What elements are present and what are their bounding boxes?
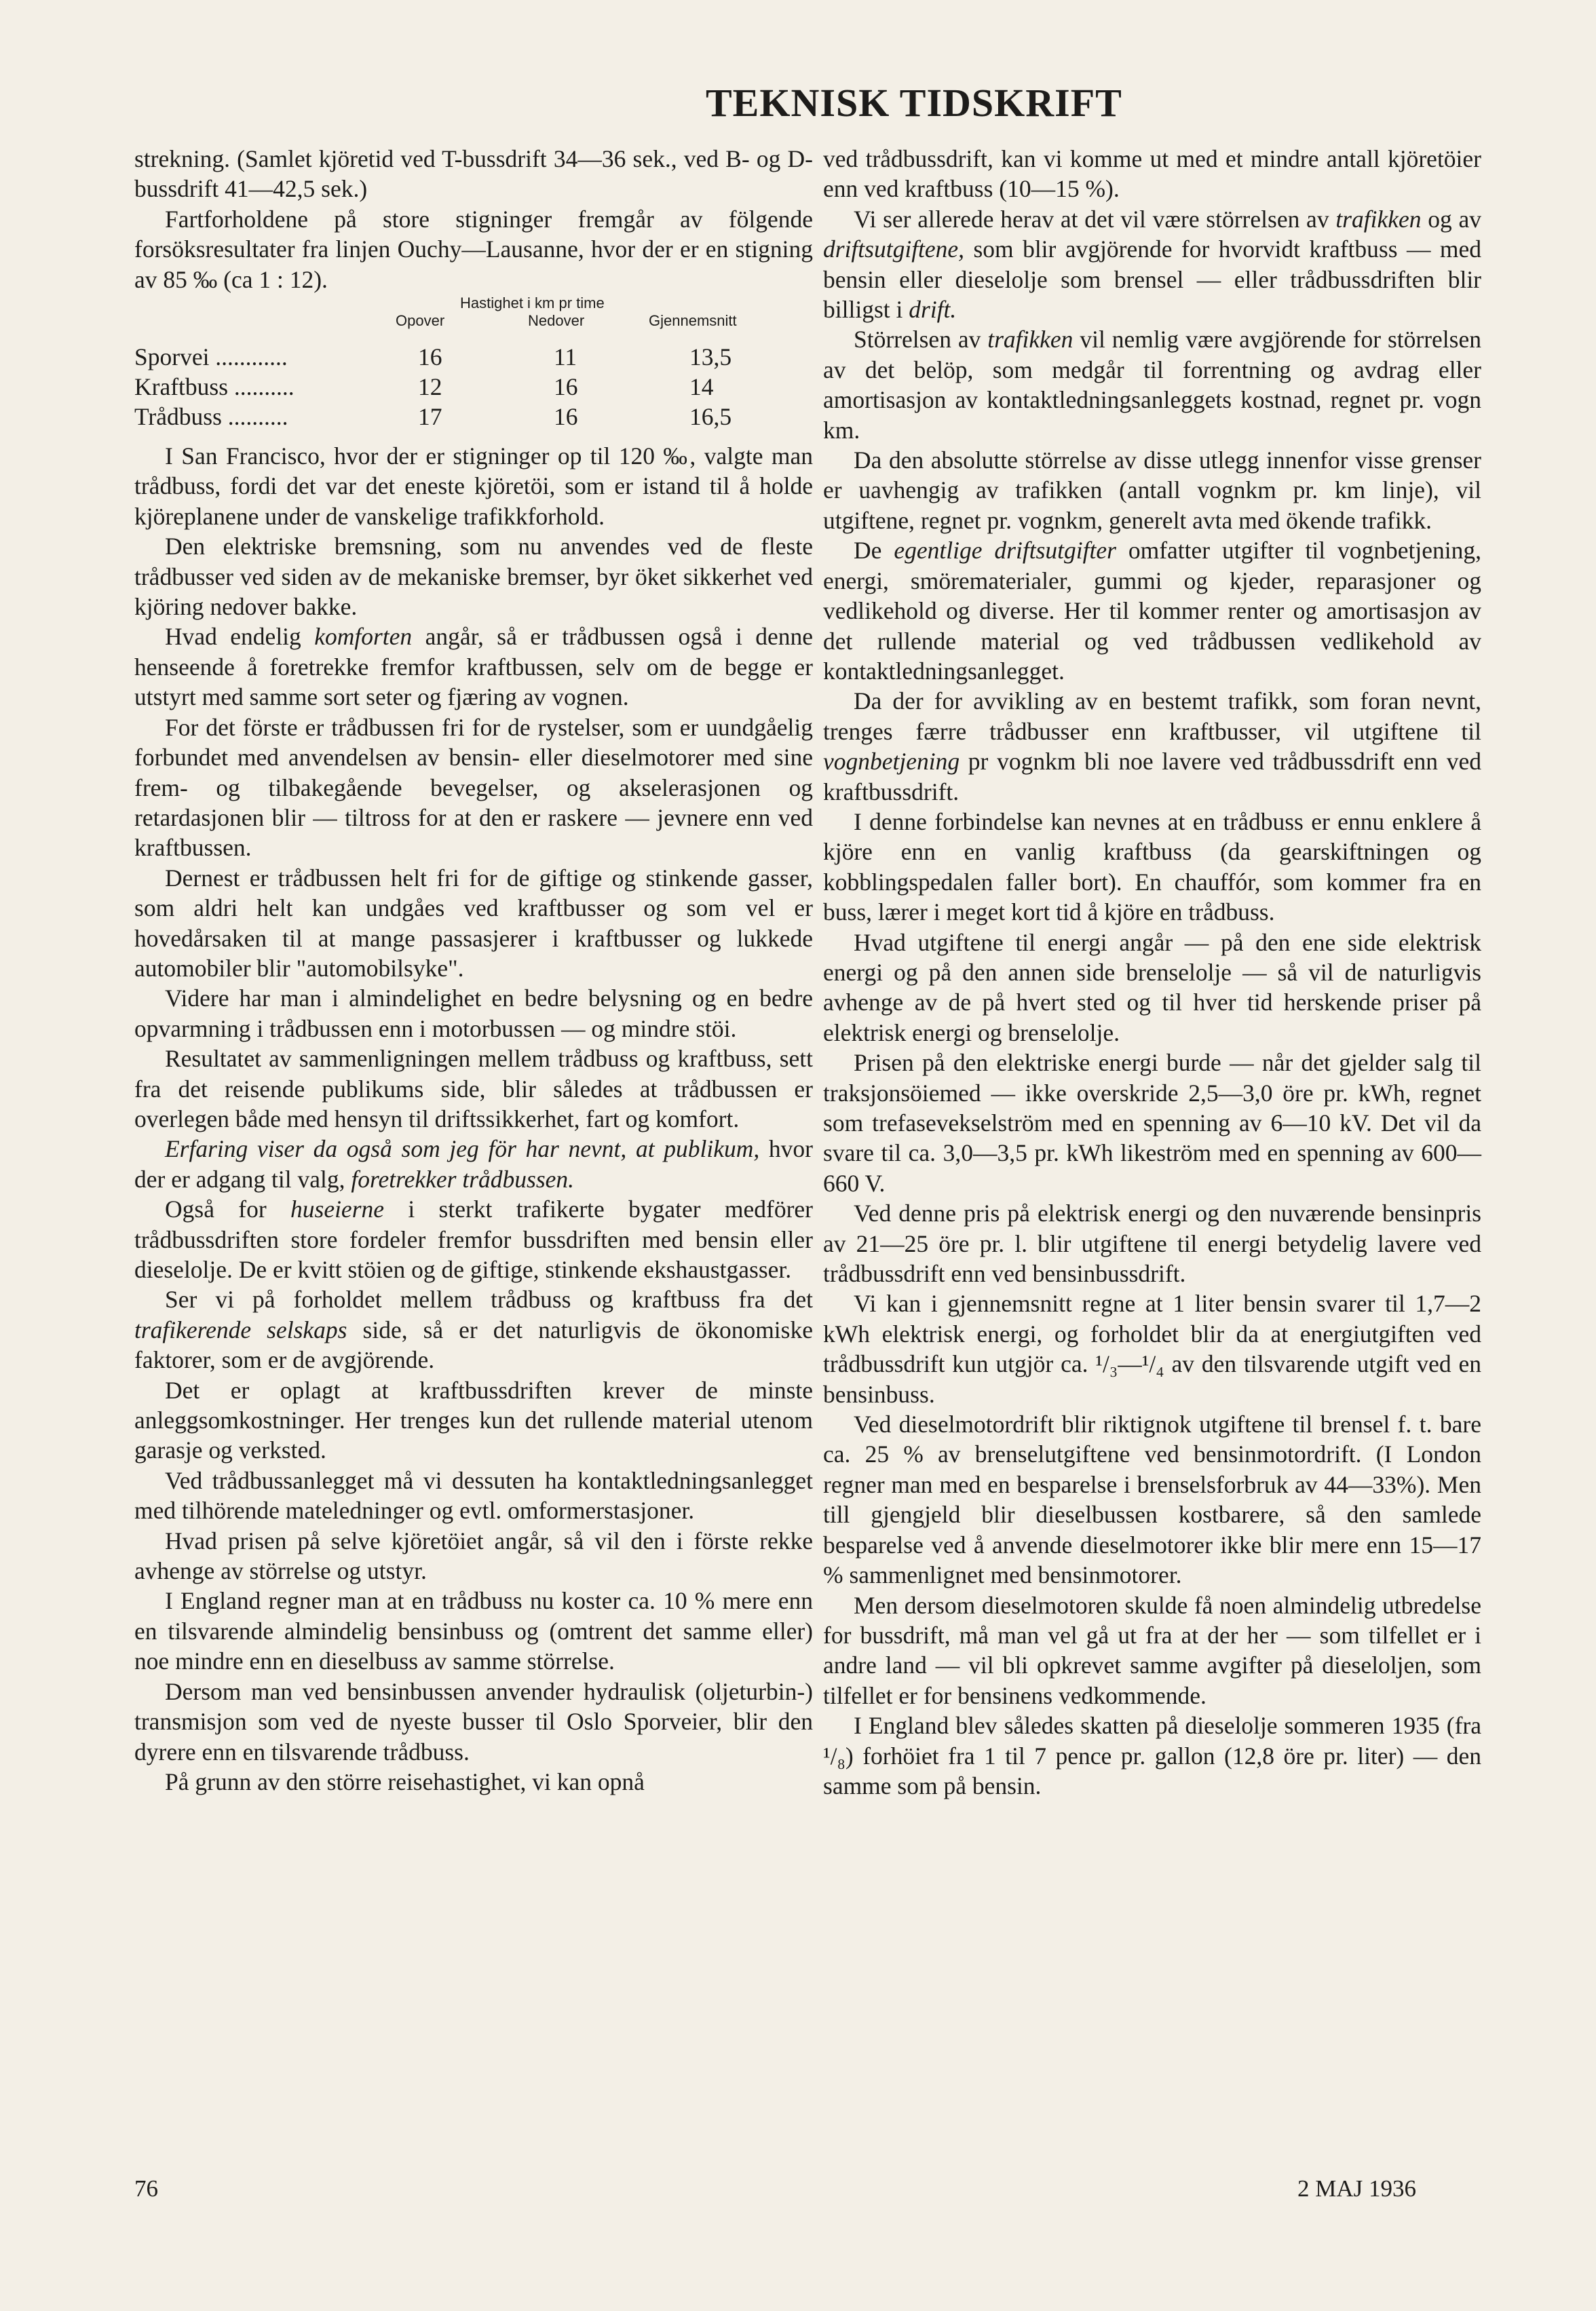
table-row	[134, 372, 813, 402]
table-cell: 12	[418, 373, 442, 401]
table-row	[134, 342, 813, 372]
table-cell: 16	[418, 343, 442, 371]
paragraph: Erfaring viser da også som jeg för har nevnt, at publikum, hvor der er adgang til valg, foretrekker trådbussen.	[134, 1135, 813, 1193]
emphasis: driftsutgiftene,	[823, 235, 965, 263]
table-cell: 16	[554, 373, 578, 401]
emphasis: foretrekker trådbussen.	[351, 1165, 575, 1193]
paragraph: Videre har man i almindelighet en bedre belysning og en bedre opvarmning i trådbussen enn i motorbussen — og mindre stöi.	[134, 985, 813, 1042]
emphasis: egentlige driftsutgifter	[894, 537, 1116, 565]
paragraph: Fartforholdene på store stigninger fremgår av fölgende forsöksresultater fra linjen Ouchy—Lausanne, hvor der er en stigning av 85 ‰ (ca 1 : 12).	[134, 205, 813, 293]
emphasis: Erfaring viser da også som jeg för har nevnt, at publikum,	[165, 1135, 760, 1163]
paragraph: I England regner man at en trådbuss nu koster ca. 10 % mere enn en tilsvarende almindelig bensinbuss og (omtrent det samme eller) noe mindre enn en dieselbuss av samme störrelse.	[134, 1587, 813, 1675]
issue-date: 2 MAJ 1936	[1297, 2175, 1417, 2202]
paragraph: Dersom man ved bensinbussen anvender hydraulisk (oljeturbin-) transmisjon som ved de nyeste busser til Oslo Sporveier, blir den dyrere enn en tilsvarende trådbuss.	[134, 1677, 813, 1765]
paragraph: Ved denne pris på elektrisk energi og den nuværende bensinpris av 21—25 öre pr. l. blir utgiftene til energi betydelig lavere ved trådbussdrift enn ved bensinbussdrift.	[823, 1200, 1481, 1288]
paragraph: For det förste er trådbussen fri for de rystelser, som er uundgåelig forbundet med anvendelsen av bensin- eller dieselmotorer med sine frem- og tilbakegående bevegelser, og akselerasjonen og retardasjonen blir — tiltross for at den er raskere — jevnere enn ved kraftbussen.	[134, 713, 813, 862]
paragraph: Men dersom dieselmotoren skulde få noen almindelig utbredelse for bussdrift, må man vel gå ut fra at der her — som tilfellet er i andre land — vil bli opkrevet samme avgifter på dieseloljen, som tilfellet er for bensinens vedkommende.	[823, 1591, 1481, 1709]
paragraph: Ved trådbussanlegget må vi dessuten ha kontaktledningsanlegget med tilhörende mateledninger og evtl. omformerstasjoner.	[134, 1466, 813, 1525]
page-number: 76	[134, 2175, 158, 2202]
paragraph: Ser vi på forholdet mellem trådbuss og kraftbuss fra det trafikerende selskaps side, så er det naturligvis de ökonomiske faktorer, som er de avgjörende.	[134, 1286, 813, 1374]
emphasis: komforten	[314, 623, 413, 651]
paragraph: Da der for avvikling av en bestemt trafikk, som foran nevnt, trenges færre trådbusser enn kraftbusser, vil utgiftene til vognbetjening pr vognkm bli noe lavere ved trådbussdrift enn ved kraftbussdrift.	[823, 687, 1481, 805]
paragraph: Hvad utgiftene til energi angår — på den ene side elektrisk energi og på den annen side brenselolje — så vil de naturligvis avhenge av de på hvert sted og til hver tid herskende priser på elektrisk energi og brenselolje.	[823, 928, 1481, 1046]
right-column	[823, 144, 1481, 1801]
paragraph: Vi kan i gjennemsnitt regne at 1 liter bensin svarer til 1,7—2 kWh elektrisk energi, og forholdet blir da at energiutgiften ved trådbussdrift kun utgjör ca. ¹/₃—¹/₄ av den tilsvarende utgift ved en bensinbuss.	[823, 1290, 1481, 1408]
table-caption: Hastighet i km pr time	[460, 294, 605, 312]
speed-table-header	[134, 294, 813, 342]
paragraph: Den elektriske bremsning, som nu anvendes ved de fleste trådbusser ved siden av de mekaniske bremser, byr öket sikkerhet ved kjöring nedover bakke.	[134, 533, 813, 621]
paragraph: Da den absolutte störrelse av disse utlegg innenfor visse grenser er uavhengig av trafikken (antall vognkm pr. km linje), vil utgiftene, regnet pr. vognkm, generelt avta med ökende trafikk.	[823, 446, 1481, 534]
emphasis: vognbetjening	[823, 748, 960, 776]
emphasis: drift.	[909, 296, 957, 324]
table-cell: 11	[554, 343, 577, 371]
paragraph: De egentlige driftsutgifter omfatter utgifter til vognbetjening, energi, smörematerialer, gummi og kjeder, reparasjoner og vedlikehold og diverse. Her til kommer renter og amortisasjon av det rullende material og ved trådbussen vedlikehold av kontaktledningsanlegget.	[823, 537, 1481, 685]
paragraph: Også for huseierne i sterkt trafikerte bygater medförer trådbussdriften store fordeler fremfor bussdriften med bensin eller dieselolje. De er kvitt stöien og de giftige, stinkende ekshaustgasser.	[134, 1196, 813, 1283]
table-cell: 14	[689, 373, 714, 401]
emphasis: trafikerende selskaps	[134, 1316, 347, 1343]
table-col-header: Gjennemsnitt	[649, 312, 737, 330]
paragraph: I England blev således skatten på dieselolje sommeren 1935 (fra ¹/₈) forhöiet fra 1 til 7 pence pr. gallon (12,8 öre pr. liter) — den samme som på bensin.	[823, 1712, 1481, 1799]
emphasis: trafikken	[987, 326, 1074, 354]
paragraph: I denne forbindelse kan nevnes at en trådbuss er ennu enklere å kjöre enn en vanlig kraftbuss (da gearskiftningen og kobblingspedalen faller bort). En chauffór, som kommer fra en buss, lærer i meget kort tid å kjöre en trådbuss.	[823, 807, 1481, 926]
table-col-header: Opover	[396, 312, 445, 330]
table-col-header: Nedover	[528, 312, 585, 330]
table-row-label: Trådbuss ..........	[134, 403, 288, 431]
paragraph: strekning. (Samlet kjöretid ved T-bussdrift 34—36 sek., ved B- og D-bussdrift 41—42,5 sek.)	[134, 145, 813, 203]
left-column	[134, 144, 813, 1797]
table-cell: 16,5	[689, 403, 732, 431]
paragraph: Det er oplagt at kraftbussdriften krever de minste anleggsomkostninger. Her trenges kun det rullende material utenom garasje og verksted.	[134, 1376, 813, 1464]
paragraph: I San Francisco, hvor der er stigninger op til 120 ‰, valgte man trådbuss, fordi det var det eneste kjöretöi, som er istand til å holde kjöreplanene under de vanskelige trafikkforhold.	[134, 442, 813, 530]
table-row	[134, 402, 813, 432]
paragraph: Hvad endelig komforten angår, så er trådbussen også i denne henseende å foretrekke fremfor kraftbussen, selv om de begge er utstyrt med samme sort seter og fjæring av vognen.	[134, 623, 813, 711]
emphasis: huseierne	[290, 1196, 385, 1223]
paragraph: På grunn av den större reisehastighet, vi kan opnå	[165, 1768, 645, 1795]
table-cell: 17	[418, 403, 442, 431]
paragraph: Ved dieselmotordrift blir riktignok utgiftene til brensel f. t. bare ca. 25 % av brenselutgiftene ved bensinmotordrift. (I London regner man med en besparelse i brenselsforbruk av 44—33%). Men till gjengjeld blir dieselbussen kostbarere, så den samlede besparelse ved å anvende dieselmotorer ikke blir mere enn 15—17 % sammenlignet med bensinmotorer.	[823, 1411, 1481, 1589]
paragraph: ved trådbussdrift, kan vi komme ut med et mindre antall kjöretöier enn ved kraftbuss (10—15 %).	[823, 145, 1481, 203]
table-row-label: Sporvei ............	[134, 343, 288, 371]
table-cell: 16	[554, 403, 578, 431]
paragraph: Störrelsen av trafikken vil nemlig være avgjörende for störrelsen av det belöp, som medgår til forrentning og avdrag eller amortisasjon av kontaktledningsanleggets kostnad, regnet pr. vogn km.	[823, 326, 1481, 444]
paragraph: Hvad prisen på selve kjöretöiet angår, så vil den i förste rekke avhenge av störrelse og utstyr.	[134, 1527, 813, 1585]
emphasis: trafikken	[1335, 205, 1422, 233]
paragraph: Dernest er trådbussen helt fri for de giftige og stinkende gasser, som aldri helt kan undgåes ved kraftbusser og som vel er hovedårsaken til at mange passasjerer i kraftbusser og lukkede automobiler blir "automobilsyke".	[134, 864, 813, 982]
journal-masthead: TEKNISK TIDSKRIFT	[706, 81, 1122, 125]
paragraph: Prisen på den elektriske energi burde — når det gjelder salg til traksjonsöiemed — ikke overskride 2,5—3,0 öre pr. kWh, regnet som trefasevekselström med en spenning av 6—10 kV. Det vil da svare til ca. 3,0—3,5 pr. kWh likeström med en spenning av 600—660 V.	[823, 1049, 1481, 1197]
table-row-label: Kraftbuss ..........	[134, 373, 294, 401]
table-cell: 13,5	[689, 343, 732, 371]
paragraph: Vi ser allerede herav at det vil være störrelsen av trafikken og av driftsutgiftene, som blir avgjörende for hvorvidt kraftbuss — med bensin eller dieselolje som brensel — eller trådbussdriften blir billigst i drift.	[823, 205, 1481, 324]
paragraph: Resultatet av sammenligningen mellem trådbuss og kraftbuss, sett fra det reisende publikums side, blir således at trådbussen er overlegen både med hensyn til driftssikkerhet, fart og komfort.	[134, 1045, 813, 1132]
